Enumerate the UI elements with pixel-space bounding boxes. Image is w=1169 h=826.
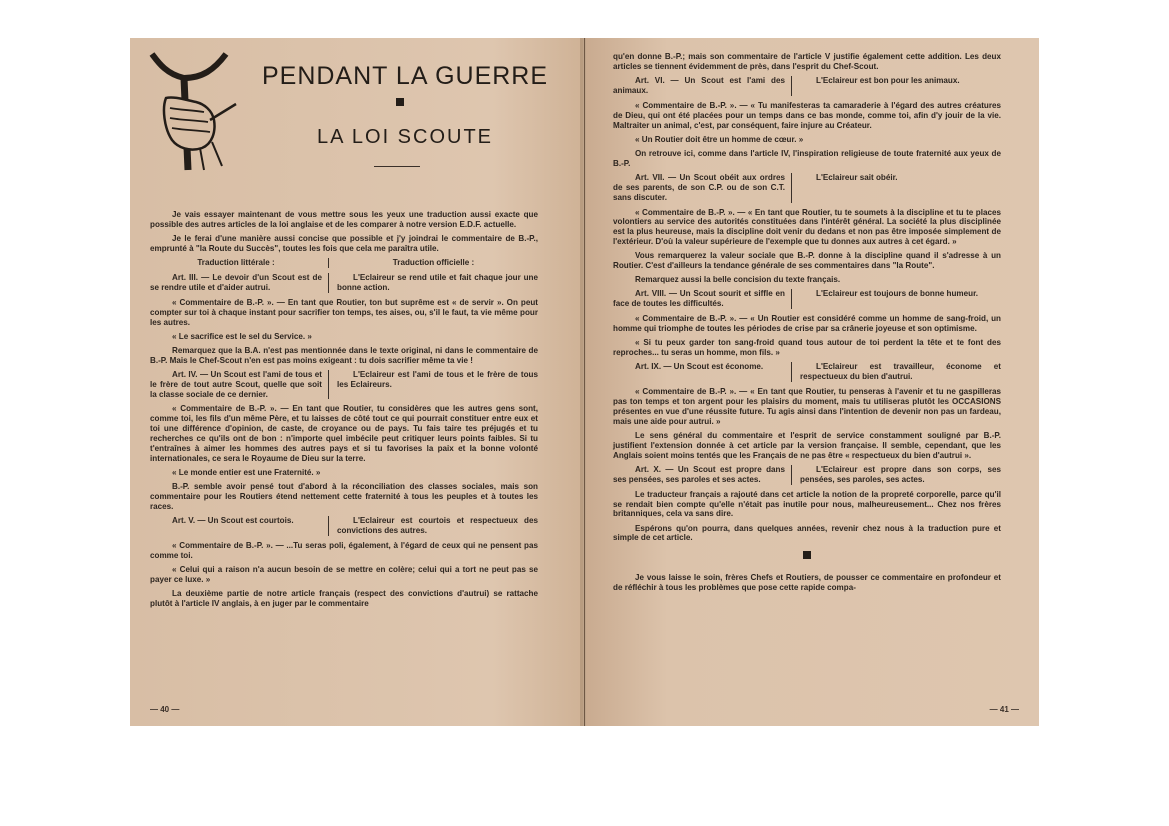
paragraph: Le traducteur français a rajouté dans cet article la notion de la propreté corporelle, parce qu'il se rendait bien compte qu'elle n'était pas inutile pour nous, malheureusement... Chez nos frères britanniques, cela va sans dire.	[613, 489, 1001, 519]
article-official: L'Eclaireur est toujours de bonne humeur.	[816, 289, 979, 299]
paragraph: qu'en donne B.-P.; mais son commentaire de l'article V justifie également cette addition. Les deux articles se tiennent évidemment de près, dans l'esprit du Chef-Scout.	[613, 52, 1001, 71]
page-number: — 40 —	[150, 705, 180, 714]
paragraph: Le sens général du commentaire et l'esprit de service constamment souligné par B.-P. justifient l'extension donnée à cet article par la version française. Il semble, cependant, que les Anglais soient moins tentés que les Français de ne pas être « respectueux du bien d'autrui ».	[613, 430, 1001, 460]
paragraph: Remarquez que la B.A. n'est pas mentionnée dans le texte original, ni dans le commentaire de B.-P. Mais le Chef-Scout n'en est pas moins exigeant : tu dois sacrifier même ta vie !	[150, 345, 538, 365]
article-comparison	[613, 362, 1001, 382]
article-official: L'Eclaireur est travailleur, économe et respectueux du bien d'autrui.	[800, 362, 1001, 382]
article-literal: Art. X. — Un Scout est propre dans ses pensées, ses paroles et ses actes.	[613, 465, 792, 485]
article-literal: Art. VI. — Un Scout est l'ami des animaux.	[613, 76, 792, 96]
paragraph: « Celui qui a raison n'a aucun besoin de se mettre en colère; celui qui a tort ne peut pas se payer ce luxe. »	[150, 564, 538, 584]
book-fold-line	[584, 38, 585, 726]
paragraph: « Le monde entier est une Fraternité. »	[172, 468, 321, 478]
article-official: L'Eclaireur est courtois et respectueux des convictions des autres.	[337, 516, 538, 535]
paragraph: Je vais essayer maintenant de vous mettre sous les yeux une traduction aussi exacte que possible des autres articles de la loi anglaise et de les comparer à notre version E.D.F. actuelle.	[150, 210, 538, 229]
paragraph: Remarquez aussi la belle concision du texte français.	[635, 275, 841, 285]
page-subtitle: LA LOI SCOUTE	[316, 126, 494, 148]
title-rule-divider	[374, 166, 420, 167]
right-text-column	[613, 52, 1001, 597]
paragraph: La deuxième partie de notre article français (respect des convictions d'autrui) se rattache plutôt à l'article IV anglais, à en juger par le commentaire	[150, 588, 538, 608]
paragraph: « Le sacrifice est le sel du Service. »	[172, 331, 312, 341]
section-square-ornament	[803, 551, 811, 559]
paragraph: « Commentaire de B.-P. ». — « Un Routier est considéré comme un homme de sang-froid, un homme qui triomphe de toutes les périodes de crise par sa crânerie joyeuse et son optimisme.	[613, 314, 1001, 334]
article-comparison	[613, 173, 1001, 203]
left-page	[130, 38, 583, 726]
paragraph: « Si tu peux garder ton sang-froid quand tous autour de toi perdent la tête et te font des reproches... tu seras un homme, mon fils. »	[613, 338, 1001, 358]
paragraph: Je le ferai d'une manière aussi concise que possible et j'y joindrai le commentaire de B.-P., emprunté à "la Route du Succès", toutes les fois que cela me paraîtra utile.	[150, 234, 538, 253]
paragraph: « Commentaire de B.-P. ». — ...Tu seras poli, également, à l'égard de ceux qui ne pensent pas comme toi.	[150, 540, 538, 560]
paragraph: Je vous laisse le soin, frères Chefs et Routiers, de pousser ce commentaire en profondeur et de réfléchir à tous les problèmes que pose cette rapide compa-	[613, 573, 1001, 593]
page-number: — 41 —	[989, 705, 1019, 714]
article-literal: Art. IX. — Un Scout est économe.	[613, 362, 792, 382]
article-official: L'Eclaireur est bon pour les animaux.	[816, 76, 960, 85]
literal-translation-heading: Traduction littérale :	[150, 258, 329, 268]
paragraph: « Un Routier doit être un homme de cœur. »	[635, 134, 804, 144]
paragraph: Vous remarquerez la valeur sociale que B.-P. donne à la discipline quand il s'adresse à un Routier. C'est d'ailleurs la tendance générale de ses commentaires dans "la Route".	[613, 251, 1001, 271]
title-square-ornament	[396, 98, 404, 106]
article-official: L'Eclaireur se rend utile et fait chaque jour une bonne action.	[337, 272, 538, 292]
article-comparison	[150, 516, 538, 536]
article-literal: Art. VII. — Un Scout obéit aux ordres de ses parents, de son C.P. ou de son C.T. sans discuter.	[613, 173, 792, 203]
left-text-column	[150, 210, 538, 613]
paragraph: « Commentaire de B.-P. ». — « En tant que Routier, tu penseras à l'avenir et tu ne gaspilleras pas ton temps et ton argent pour les plaisirs du moment, mais tu utiliseras plutôt les OCCASIONS présentes en vue d'une réussite future. Tu agis ainsi dans l'intention de devenir non pas un fardeau, mais une aide pour autrui. »	[613, 387, 1001, 426]
page-title: PENDANT LA GUERRE	[261, 62, 549, 90]
paragraph: « Commentaire de B.-P. ». — « Tu manifesteras ta camaraderie à l'égard des autres créatures de Dieu, qui ont été placées pour un temps dans ce bas monde, comme toi, afin d'y jouir de la vie. Maltraiter un animal, c'est, par conséquent, faire injure au Créateur.	[613, 100, 1001, 130]
article-official: L'Eclaireur est propre dans son corps, ses pensées, ses paroles, ses actes.	[800, 464, 1001, 484]
article-literal: Art. III. — Le devoir d'un Scout est de se rendre utile et d'aider autrui.	[150, 273, 329, 293]
right-page	[586, 38, 1039, 726]
paragraph: « Commentaire de B.-P. ». — En tant que Routier, tu considères que les autres gens sont, comme toi, les fils d'un même Père, et tu laisses de côté tout ce qui pourrait constituer entre eux et toi une différence d'opinion, de caste, de croyance ou de pays. Tu fais taire tes préjugés et tu recherches ce qu'ils ont de bon : n'importe quel imbécile peut critiquer leurs points faibles. Si tu t'entraînes à aimer les hommes des autres pays et si tu favorises la paix et la bonne volonté internationales, ce sera le Royaume de Dieu sur la terre.	[150, 404, 538, 463]
paragraph: B.-P. semble avoir pensé tout d'abord à la réconciliation des classes sociales, mais son commentaire pour les Routiers étend nettement cette fraternité à tous les peuples et à toutes les races.	[150, 482, 538, 511]
article-comparison	[613, 76, 1001, 96]
article-official: L'Eclaireur sait obéir.	[816, 172, 898, 182]
article-comparison	[613, 289, 1001, 309]
scout-sign-hand-illustration	[144, 48, 244, 173]
official-translation-heading: Traduction officielle :	[392, 258, 475, 267]
book-spread	[130, 38, 1039, 726]
article-literal: Art. IV. — Un Scout est l'ami de tous et le frère de tout autre Scout, quelle que soit la classe sociale de ce dernier.	[150, 370, 329, 400]
article-comparison	[150, 370, 538, 400]
article-comparison	[150, 273, 538, 293]
article-literal: Art. VIII. — Un Scout sourit et siffle en face de toutes les difficultés.	[613, 289, 792, 309]
paragraph: On retrouve ici, comme dans l'article IV, l'inspiration religieuse de toute fraternité aux yeux de B.-P.	[613, 148, 1001, 168]
paragraph: « Commentaire de B.-P. ». — « En tant que Routier, tu te soumets à la discipline et tu te places volontiers au service des autorités constituées dans l'intérêt général. La société la plus disciplinée est la plus heureuse, mais la discipline doit venir du dedans et non pas être imposée simplement de l'extérieur. D'où la valeur supérieure de l'exemple que tu donnes aux autres à cet égard. »	[613, 207, 1001, 247]
translation-column-headers	[150, 258, 538, 268]
article-official: L'Eclaireur est l'ami de tous et le frère de tous les Eclaireurs.	[337, 369, 538, 389]
paragraph: « Commentaire de B.-P. ». — En tant que Routier, ton but suprême est « de servir ». On peut compter sur toi à chaque instant pour sacrifier ton temps, tes aises, ou, s'il le faut, ta vie même pour les autres.	[150, 297, 538, 327]
article-literal: Art. V. — Un Scout est courtois.	[150, 516, 329, 536]
paragraph: Espérons qu'on pourra, dans quelques années, revenir chez nous à la traduction pure et simple de cet article.	[613, 523, 1001, 543]
article-comparison	[613, 465, 1001, 485]
